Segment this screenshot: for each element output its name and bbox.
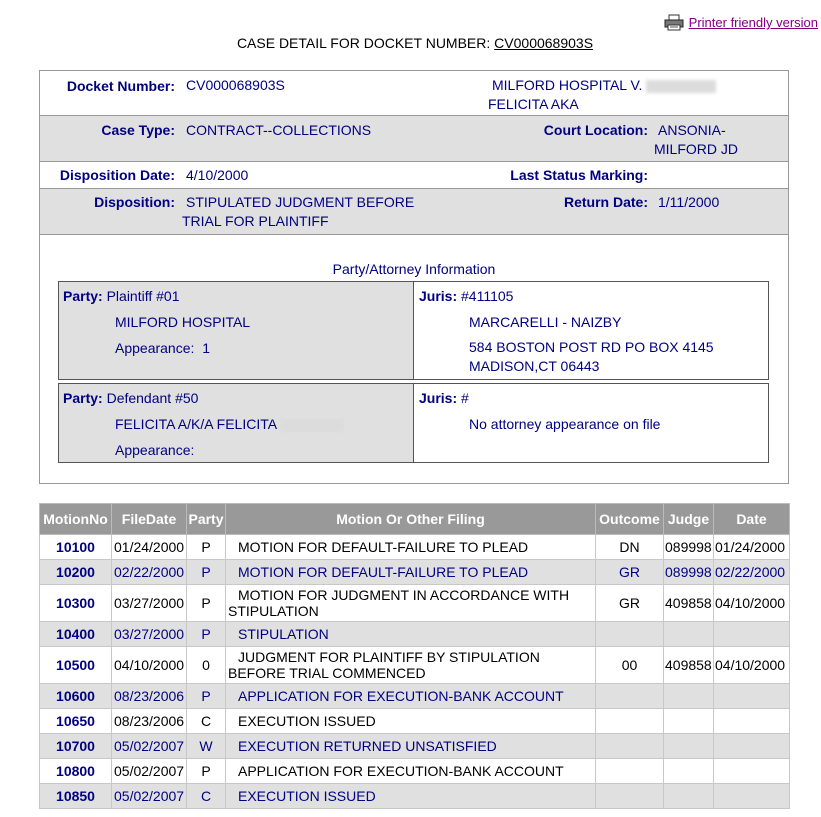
- docket-label: Docket Number:: [66, 78, 175, 94]
- case-detail-panel: [39, 70, 789, 484]
- motion-no[interactable]: 10400: [40, 622, 112, 647]
- appearance-value: 1: [202, 340, 210, 356]
- case-type-value: CONTRACT--COLLECTIONS: [186, 122, 372, 138]
- outcome: GR: [596, 585, 664, 622]
- outcome: GR: [596, 560, 664, 585]
- party-block-defendant: [58, 383, 769, 463]
- table-row: [40, 585, 790, 622]
- page-title-prefix: CASE DETAIL FOR DOCKET NUMBER:: [236, 35, 491, 51]
- judge: [664, 684, 714, 709]
- outcome: DN: [596, 535, 664, 560]
- col-header-judge: Judge: [664, 504, 714, 535]
- outcome: [596, 622, 664, 647]
- judge: [664, 759, 714, 784]
- juris-line: [419, 287, 513, 306]
- party: P: [187, 560, 226, 585]
- filing: STIPULATION: [226, 622, 596, 647]
- appearance-label: Appearance:: [115, 340, 195, 356]
- party: P: [187, 622, 226, 647]
- filing: EXECUTION ISSUED: [226, 709, 596, 734]
- motion-no[interactable]: 10700: [40, 734, 112, 759]
- party-name-line: [115, 415, 344, 434]
- date: 04/10/2000: [714, 585, 790, 622]
- disposition-value: [182, 193, 415, 231]
- motion-no[interactable]: 10100: [40, 535, 112, 560]
- file-date: 08/23/2006: [112, 684, 187, 709]
- filing: MOTION FOR DEFAULT-FAILURE TO PLEAD: [226, 535, 596, 560]
- judge: 089998: [664, 535, 714, 560]
- court-location-line1: ANSONIA-: [658, 122, 726, 138]
- party-right-cell: [415, 384, 768, 462]
- disposition-date-row: [40, 162, 788, 189]
- party-line: [63, 389, 198, 408]
- filing-line1: MOTION FOR JUDGMENT IN ACCORDANCE WITH: [238, 587, 570, 603]
- col-header-filing: Motion Or Other Filing: [226, 504, 596, 535]
- party-role: Defendant #50: [106, 390, 199, 406]
- table-row: [40, 622, 790, 647]
- disposition-label: Disposition:: [94, 194, 175, 210]
- outcome: [596, 709, 664, 734]
- party: P: [187, 759, 226, 784]
- outcome: [596, 759, 664, 784]
- attorney-address: [469, 338, 714, 376]
- party-left-cell: [59, 384, 414, 462]
- party: P: [187, 684, 226, 709]
- date: 02/22/2000: [714, 560, 790, 585]
- party: P: [187, 535, 226, 560]
- case-name-line2: FELICITA AKA: [488, 96, 579, 112]
- judge: [664, 709, 714, 734]
- juris-value: #: [461, 390, 469, 406]
- judge: 409858: [664, 585, 714, 622]
- printer-friendly-link[interactable]: [664, 14, 818, 31]
- table-row: [40, 784, 790, 809]
- filing-line2: BEFORE TRIAL COMMENCED: [228, 665, 426, 681]
- case-name-line1: MILFORD HOSPITAL V.: [492, 77, 643, 93]
- file-date: 03/27/2000: [112, 622, 187, 647]
- party-label: Party:: [63, 288, 103, 304]
- page-title-docket[interactable]: CV000068903S: [494, 35, 594, 51]
- table-row: [40, 709, 790, 734]
- motions-header-row: [40, 504, 790, 535]
- filing: EXECUTION RETURNED UNSATISFIED: [226, 734, 596, 759]
- redacted-name: [280, 419, 344, 432]
- file-date: 03/27/2000: [112, 585, 187, 622]
- date: [714, 759, 790, 784]
- case-type-label: Case Type:: [101, 122, 175, 138]
- table-row: [40, 560, 790, 585]
- filing-line1: JUDGMENT FOR PLAINTIFF BY STIPULATION: [238, 649, 540, 665]
- motion-no[interactable]: 10650: [40, 709, 112, 734]
- col-header-party: Party: [187, 504, 226, 535]
- file-date: 05/02/2007: [112, 734, 187, 759]
- date: 04/10/2000: [714, 647, 790, 684]
- party-attorney-heading: Party/Attorney Information: [332, 261, 496, 277]
- printer-friendly-label[interactable]: Printer friendly version: [688, 15, 818, 30]
- motions-table: [39, 503, 790, 809]
- attorney-name: MARCARELLI - NAIZBY: [469, 314, 622, 330]
- return-date-label: Return Date:: [563, 194, 648, 210]
- juris-label: Juris:: [419, 288, 458, 304]
- case-type-row: [40, 116, 788, 162]
- judge: [664, 734, 714, 759]
- date: 01/24/2000: [714, 535, 790, 560]
- party-right-cell: [415, 282, 768, 379]
- party: C: [187, 709, 226, 734]
- judge: [664, 622, 714, 647]
- file-date: 02/22/2000: [112, 560, 187, 585]
- juris-line: [419, 389, 469, 408]
- motion-no[interactable]: 10300: [40, 585, 112, 622]
- disposition-line2: TRIAL FOR PLAINTIFF: [182, 213, 329, 229]
- motion-no[interactable]: 10200: [40, 560, 112, 585]
- col-header-date: Date: [714, 504, 790, 535]
- disposition-row: [40, 189, 788, 235]
- attorney-name: No attorney appearance on file: [469, 416, 661, 432]
- case-name: [488, 76, 716, 114]
- appearance-line: [115, 339, 210, 358]
- date: [714, 784, 790, 809]
- judge: 409858: [664, 647, 714, 684]
- motion-no[interactable]: 10600: [40, 684, 112, 709]
- attorney-address-line1: 584 BOSTON POST RD PO BOX 4145: [469, 339, 714, 355]
- party: 0: [187, 647, 226, 684]
- appearance-label: Appearance:: [115, 442, 195, 458]
- party: P: [187, 585, 226, 622]
- outcome: [596, 734, 664, 759]
- court-location-value: [654, 121, 738, 159]
- docket-row: [40, 71, 788, 116]
- table-row: [40, 759, 790, 784]
- appearance-line: [115, 441, 194, 460]
- filing: MOTION FOR DEFAULT-FAILURE TO PLEAD: [226, 560, 596, 585]
- disposition-date-value: 4/10/2000: [186, 167, 249, 183]
- party-name: FELICITA A/K/A FELICITA: [115, 416, 277, 432]
- file-date: 08/23/2006: [112, 709, 187, 734]
- col-header-file-date: FileDate: [112, 504, 187, 535]
- file-date: 05/02/2007: [112, 784, 187, 809]
- judge: [664, 784, 714, 809]
- filing: APPLICATION FOR EXECUTION-BANK ACCOUNT: [226, 759, 596, 784]
- file-date: 04/10/2000: [112, 647, 187, 684]
- filing-line2: STIPULATION: [228, 603, 319, 619]
- table-row: [40, 647, 790, 684]
- filing: [226, 585, 596, 622]
- motion-no[interactable]: 10850: [40, 784, 112, 809]
- docket-value: CV000068903S: [186, 77, 285, 93]
- date: [714, 709, 790, 734]
- party: C: [187, 784, 226, 809]
- court-location-label: Court Location:: [543, 122, 648, 138]
- return-date-value: 1/11/2000: [658, 194, 720, 210]
- date: [714, 734, 790, 759]
- printer-icon[interactable]: [664, 14, 684, 31]
- party-block-plaintiff: [58, 281, 769, 380]
- party: W: [187, 734, 226, 759]
- motion-no[interactable]: 10800: [40, 759, 112, 784]
- disposition-line1: STIPULATED JUDGMENT BEFORE: [186, 194, 415, 210]
- court-location-line2: MILFORD JD: [654, 141, 738, 157]
- filing: EXECUTION ISSUED: [226, 784, 596, 809]
- party-line: [63, 287, 179, 306]
- judge: 089998: [664, 560, 714, 585]
- attorney-address-line2: MADISON,CT 06443: [469, 358, 600, 374]
- table-row: [40, 734, 790, 759]
- file-date: 05/02/2007: [112, 759, 187, 784]
- file-date: 01/24/2000: [112, 535, 187, 560]
- motion-no[interactable]: 10500: [40, 647, 112, 684]
- table-row: [40, 684, 790, 709]
- outcome: 00: [596, 647, 664, 684]
- filing: APPLICATION FOR EXECUTION-BANK ACCOUNT: [226, 684, 596, 709]
- juris-label: Juris:: [419, 390, 458, 406]
- party-role: Plaintiff #01: [106, 288, 180, 304]
- page-title: [0, 35, 821, 51]
- outcome: [596, 784, 664, 809]
- date: [714, 622, 790, 647]
- disposition-date-label: Disposition Date:: [59, 167, 175, 183]
- party-label: Party:: [63, 390, 103, 406]
- party-name: MILFORD HOSPITAL: [115, 314, 251, 330]
- col-header-motion-no: MotionNo: [40, 504, 112, 535]
- juris-value: #411105: [461, 288, 514, 304]
- filing: [226, 647, 596, 684]
- date: [714, 684, 790, 709]
- outcome: [596, 684, 664, 709]
- col-header-outcome: Outcome: [596, 504, 664, 535]
- last-status-label: Last Status Marking:: [510, 167, 648, 183]
- party-left-cell: [59, 282, 414, 379]
- redacted-name: [646, 80, 716, 93]
- table-row: [40, 535, 790, 560]
